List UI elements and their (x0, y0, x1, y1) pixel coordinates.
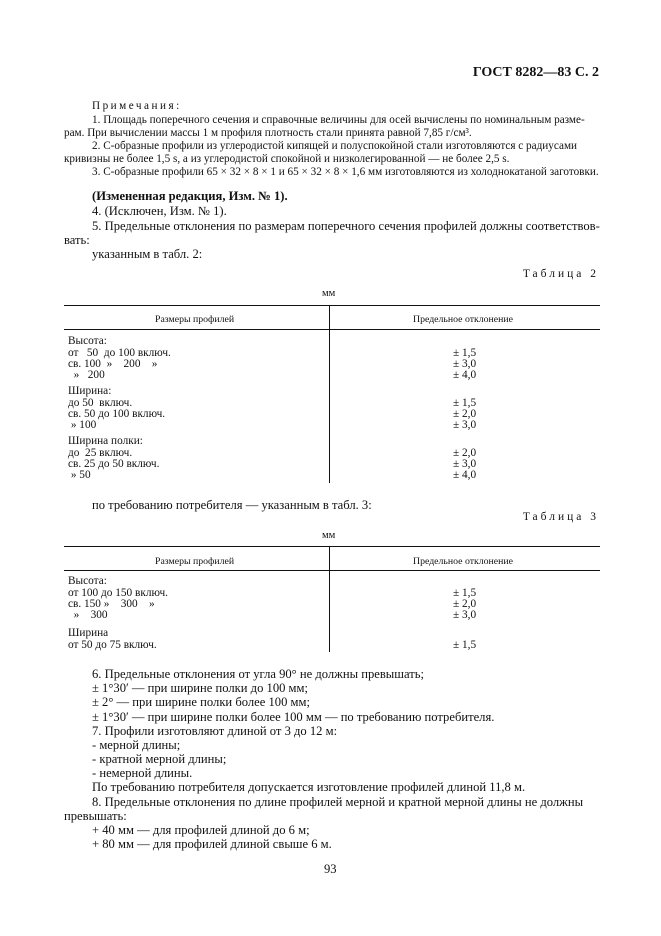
table-2-row-value: ± 3,0 (453, 419, 477, 431)
table-2-row-label: » 50 (68, 469, 91, 481)
paragraph-8-item-2: + 80 мм — для профилей длиной свыше 6 м. (92, 837, 332, 851)
paragraph-7-item-1: - мерной длины; (92, 738, 181, 752)
note-1-line-1: 1. Площадь поперечного сечения и справочные величины для осей вычислены по номинальным разме- (92, 114, 585, 126)
paragraph-8-line-1: 8. Предельные отклонения по длине профилей мерной и кратной мерной длины не должны (92, 795, 584, 809)
doc-reference: ГОСТ 8282—83 С. 2 (472, 65, 599, 80)
table-2-row-label: » 200 (68, 369, 105, 381)
paragraph-5-line-3: указанным в табл. 2: (92, 247, 203, 261)
page-number: 93 (324, 862, 337, 876)
table-3-row-label: св. 150 » 300 » (68, 598, 155, 610)
table-3-col1-header: Размеры профилей (155, 556, 235, 567)
table-3-group-heading: Высота: (68, 575, 107, 587)
table-3-row-value: ± 1,5 (453, 639, 477, 651)
table-2-row-value: ± 3,0 (453, 358, 477, 370)
table-3-row-value: ± 2,0 (453, 598, 477, 610)
table-2-col1-header: Размеры профилей (155, 314, 235, 325)
table-2-group-heading: Ширина полки: (68, 435, 143, 447)
table-2-group-heading: Ширина: (68, 385, 112, 397)
table-2-top-rule (64, 305, 600, 306)
amendment-note: (Измененная редакция, Изм. № 1). (92, 189, 288, 203)
table-3-top-rule (64, 546, 600, 547)
table-2-row-label: св. 100 » 200 » (68, 358, 158, 370)
table-2-unit: мм (322, 288, 336, 299)
table-3-header-rule (64, 570, 600, 571)
note-1-line-2: рам. При вычислении массы 1 м профиля плотность стали принята равной 7,85 г/см³. (64, 127, 472, 139)
note-3: 3. С-образные профили 65 × 32 × 8 × 1 и 65 × 32 × 8 × 1,6 мм изготовляются из холоднокатаной заготовки. (92, 166, 599, 178)
table-2-group-heading: Высота: (68, 335, 107, 347)
table-2-row-value: ± 4,0 (453, 369, 477, 381)
table-2-caption: Таблица 2 (522, 268, 599, 280)
table-3-caption: Таблица 3 (522, 511, 599, 523)
paragraph-6-item-1: ± 1°30′ — при ширине полки до 100 мм; (92, 681, 308, 695)
paragraph-5-line-1: 5. Предельные отклонения по размерам поперечного сечения профилей должны соответствов- (92, 219, 600, 233)
table-2-row-value: ± 2,0 (453, 447, 477, 459)
paragraph-7-note: По требованию потребителя допускается изготовление профилей длиной 11,8 м. (92, 780, 526, 794)
table-3-row-value: ± 1,5 (453, 587, 477, 599)
paragraph-6-item-3: ± 1°30′ — при ширине полки более 100 мм — по требованию потребителя. (92, 710, 495, 724)
table-3-row-label: от 100 до 150 включ. (68, 587, 168, 599)
table-2-row-value: ± 1,5 (453, 347, 477, 359)
paragraph-8-line-2: превышать: (64, 809, 127, 823)
table-2-row-value: ± 1,5 (453, 397, 477, 409)
table-2-row-label: до 25 включ. (68, 447, 133, 459)
paragraph-7-item-2: - кратной мерной длины; (92, 752, 227, 766)
paragraph-6-item-2: ± 2° — при ширине полки более 100 мм; (92, 695, 310, 709)
table-2-row-value: ± 3,0 (453, 458, 477, 470)
table-3-unit: мм (322, 530, 336, 541)
note-2-line-1: 2. С-образные профили из углеродистой кипящей и полуспокойной стали изготовляются с радиусами (92, 140, 578, 152)
paragraph-7: 7. Профили изготовляют длиной от 3 до 12 м: (92, 724, 338, 738)
paragraph-6: 6. Предельные отклонения от угла 90° не должны превышать; (92, 667, 424, 681)
paragraph-8-item-1: + 40 мм — для профилей длиной до 6 м; (92, 823, 310, 837)
table-3-intro: по требованию потребителя — указанным в табл. 3: (92, 498, 372, 512)
table-2-header-rule (64, 329, 600, 330)
table-2-row-value: ± 2,0 (453, 408, 477, 420)
table-2-row-label: до 50 включ. (68, 397, 133, 409)
paragraph-7-item-3: - немерной длины. (92, 766, 193, 780)
paragraph-4: 4. (Исключен, Изм. № 1). (92, 204, 227, 218)
table-3-col2-header: Предельное отклонение (413, 556, 513, 567)
table-2-col2-header: Предельное отклонение (413, 314, 513, 325)
table-2-row-label: от 50 до 100 включ. (68, 347, 171, 359)
table-3-group-heading: Ширина (68, 627, 109, 639)
table-2-row-label: св. 50 до 100 включ. (68, 408, 166, 420)
notes-title: Примечания: (92, 100, 182, 112)
table-3-column-divider (329, 546, 330, 652)
table-2-row-label: св. 25 до 50 включ. (68, 458, 160, 470)
paragraph-5-line-2: вать: (64, 233, 90, 247)
note-2-line-2: кривизны не более 1,5 s, а из углеродистой спокойной и низколегированной — не более 2,5 s. (64, 153, 510, 165)
table-3-row-label: от 50 до 75 включ. (68, 639, 157, 651)
table-3-row-label: » 300 (68, 609, 108, 621)
table-2-row-value: ± 4,0 (453, 469, 477, 481)
table-3-row-value: ± 3,0 (453, 609, 477, 621)
table-2-row-label: » 100 (68, 419, 97, 431)
table-2-column-divider (329, 305, 330, 483)
